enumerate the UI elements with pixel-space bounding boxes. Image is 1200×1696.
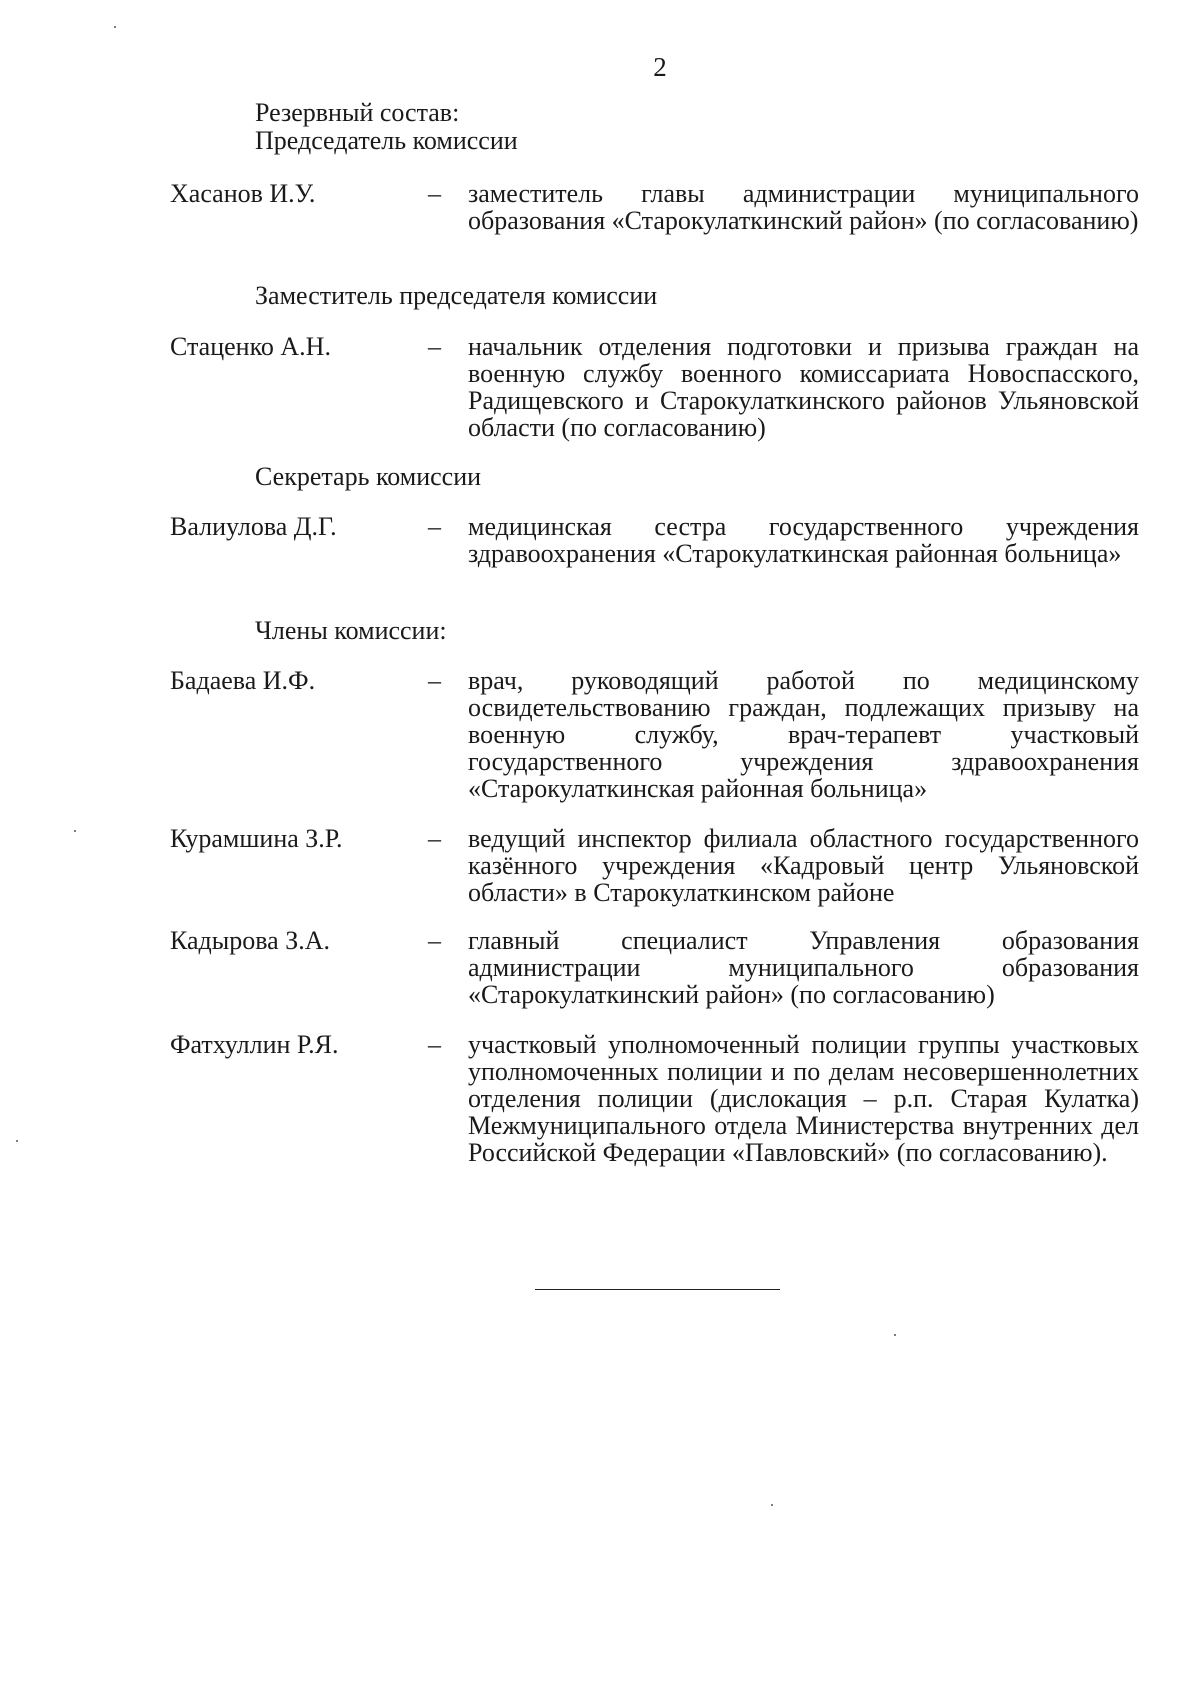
entry-name: Бадаева И.Ф.: [170, 666, 316, 695]
scan-speck: [16, 1140, 18, 1142]
secretary-heading: Секретарь комиссии: [255, 462, 482, 491]
chairman-heading: Председатель комиссии: [255, 126, 518, 155]
entry-description: участковый уполномоченный полиции группы участковых уполномоченных полиции и по делам несовершеннолетних отделения полиции (дислокация – р.п. Старая Кулатка) Межмуниципального отдела Министерства внутренних дел Российской Федерации «Павловский» (по согласованию).: [468, 1030, 1139, 1167]
entry-name: Валиулова Д.Г.: [170, 512, 337, 541]
scan-speck: [114, 26, 116, 28]
entry-dash: –: [428, 926, 441, 955]
entry-description: заместитель главы администрации муниципального образования «Старокулаткинский район» (по согласованию): [468, 179, 1139, 235]
entry-description: врач, руководящий работой по медицинскому освидетельствованию граждан, подлежащих призыву на военную службу, врач-терапевт участковый государственного учреждения здравоохранения «Старокулаткинская районная больница»: [468, 666, 1139, 803]
page-number: 2: [653, 52, 667, 82]
entry-dash: –: [428, 666, 441, 695]
entry-dash: –: [428, 179, 441, 208]
entry-name: Хасанов И.У.: [170, 179, 316, 208]
entry-name: Фатхуллин Р.Я.: [170, 1030, 339, 1059]
entry-description: начальник отделения подготовки и призыва граждан на военную службу военного комиссариата Новоспасского, Радищевского и Старокулаткинского районов Ульяновской области (по согласованию): [468, 332, 1139, 442]
scan-speck: [74, 830, 76, 832]
entry-description: медицинская сестра государственного учреждения здравоохранения «Старокулаткинская районная больница»: [468, 512, 1139, 568]
entry-name: Курамшина З.Р.: [170, 824, 343, 853]
members-heading: Члены комиссии:: [255, 616, 447, 645]
entry-name: Кадырова З.А.: [170, 926, 331, 955]
entry-dash: –: [428, 332, 441, 361]
entry-description: главный специалист Управления образования администрации муниципального образования «Старокулаткинский район» (по согласованию): [468, 926, 1139, 1009]
deputy-heading: Заместитель председателя комиссии: [255, 281, 658, 310]
entry-name: Стаценко А.Н.: [170, 332, 331, 361]
scan-speck: [894, 1334, 896, 1336]
entry-dash: –: [428, 1030, 441, 1059]
reserve-title: Резервный состав:: [255, 98, 460, 127]
entry-description: ведущий инспектор филиала областного государственного казённого учреждения «Кадровый центр Ульяновской области» в Старокулаткинском районе: [468, 824, 1139, 907]
end-rule: [535, 1289, 780, 1290]
scan-speck: [771, 1504, 773, 1506]
entry-dash: –: [428, 512, 441, 541]
entry-dash: –: [428, 824, 441, 853]
